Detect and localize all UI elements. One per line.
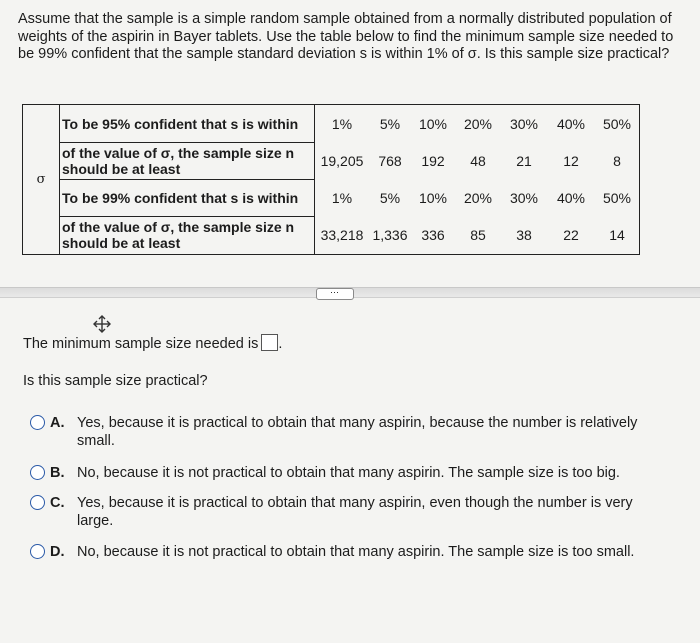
row-label-99-within: To be 99% confident that s is within xyxy=(60,180,315,217)
pct-99-2: 5% xyxy=(379,190,401,206)
option-d-radio[interactable] xyxy=(30,544,45,559)
size-95-1: 19,205 xyxy=(320,153,364,169)
row-label-99-size: of the value of σ, the sample size n should be at least xyxy=(60,217,315,255)
min-sample-question: The minimum sample size needed is . xyxy=(23,336,283,352)
pct-95-7: 50% xyxy=(602,115,632,132)
size-99-4: 85 xyxy=(470,227,486,243)
expand-more-button[interactable]: ⋯ xyxy=(316,288,354,300)
size-99-1: 33,218 xyxy=(320,227,364,243)
pct-99-6: 40% xyxy=(556,190,586,206)
pct-95-3: 10% xyxy=(418,115,448,132)
size-99-2: 1,336 xyxy=(372,227,408,243)
option-b-text: No, because it is not practical to obtain that many aspirin. The sample size is too big. xyxy=(77,465,620,481)
size-99-6: 22 xyxy=(563,227,579,243)
pct-95-6: 40% xyxy=(556,115,586,132)
option-d-letter: D. xyxy=(50,544,65,560)
row-label-95-size: of the value of σ, the sample size n should be at least xyxy=(60,143,315,180)
option-a-letter: A. xyxy=(50,415,65,431)
option-d-text: No, because it is not practical to obtain that many aspirin. The sample size is too small. xyxy=(77,544,635,560)
option-b-letter: B. xyxy=(50,465,65,481)
pct-99-5: 30% xyxy=(509,190,539,206)
pct-95-5: 30% xyxy=(509,115,539,132)
row-label-95-within: To be 95% confident that s is within xyxy=(60,105,315,143)
size-95-6: 12 xyxy=(563,153,579,169)
practical-question: Is this sample size practical? xyxy=(23,373,208,389)
pct-99-1: 1% xyxy=(331,190,353,206)
pct-95-2: 5% xyxy=(379,115,401,132)
pct-99-7: 50% xyxy=(602,190,632,206)
min-sample-input[interactable] xyxy=(261,334,278,351)
size-95-4: 48 xyxy=(470,153,486,169)
sample-size-table xyxy=(22,104,640,255)
size-99-5: 38 xyxy=(516,227,532,243)
sigma-symbol: σ xyxy=(23,105,60,255)
question-text: Assume that the sample is a simple random sample obtained from a normally distributed population of weights of the aspirin in Bayer tablets. Use the table below to find the minimum sample size needed to be 99% confident that the sample standard deviation s is within 1% of σ. Is this sample size practical? xyxy=(18,11,674,62)
pct-95-4: 20% xyxy=(463,115,493,132)
size-95-3: 192 xyxy=(421,153,445,169)
move-icon xyxy=(92,314,112,334)
min-sample-label: The minimum sample size needed is xyxy=(23,336,259,352)
size-95-5: 21 xyxy=(516,153,532,169)
option-b-radio[interactable] xyxy=(30,465,45,480)
option-c-text: Yes, because it is practical to obtain that many aspirin, even though the number is very large. xyxy=(77,495,633,529)
size-99-3: 336 xyxy=(421,227,445,243)
option-c-radio[interactable] xyxy=(30,495,45,510)
size-95-7: 8 xyxy=(613,153,621,169)
pct-99-3: 10% xyxy=(418,190,448,206)
size-99-7: 14 xyxy=(609,227,625,243)
pct-95-1: 1% xyxy=(331,115,353,132)
option-c-letter: C. xyxy=(50,495,65,511)
size-95-2: 768 xyxy=(378,153,402,169)
pct-99-4: 20% xyxy=(463,190,493,206)
option-a-radio[interactable] xyxy=(30,415,45,430)
option-a-text: Yes, because it is practical to obtain that many aspirin, because the number is relatively small. xyxy=(77,415,638,449)
